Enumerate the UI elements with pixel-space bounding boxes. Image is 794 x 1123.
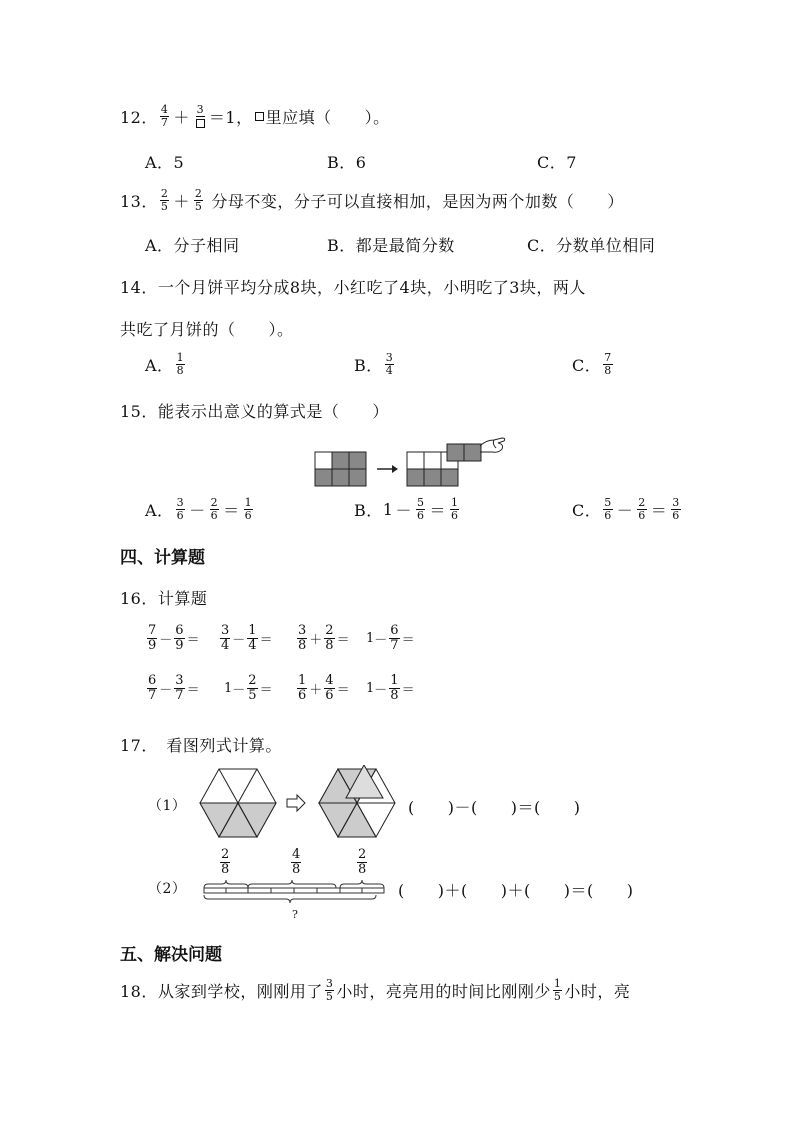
q16-title: 16．计算题 (120, 589, 208, 608)
section-5-heading: 五、解决问题 (120, 945, 222, 965)
q14-option-a[interactable]: A． 1 8 (145, 351, 185, 377)
q12-number: 12． (120, 108, 158, 127)
q12-option-b[interactable]: B．6 (327, 153, 367, 172)
q15-figure (310, 430, 510, 490)
q14-option-b[interactable]: B． 3 4 (354, 351, 394, 377)
segment-label-2: $\frac{4}{8}$ (292, 847, 301, 877)
q13-option-c[interactable]: C．分数单位相同 (527, 236, 656, 255)
brace-bottom (204, 895, 376, 903)
brace-top-1 (204, 880, 248, 888)
q12-option-c[interactable]: C．7 (537, 153, 577, 172)
q12-stem: 12． 4 7 ＋ 3 ＝1， 里应填（ ）。 (120, 103, 390, 129)
box-icon (196, 119, 205, 128)
q15-option-c[interactable]: C． 5 6 － 2 6 ＝ 3 6 (572, 496, 680, 522)
calc-item: 3 8 ＋ 2 8 ＝ (298, 623, 350, 653)
q17-part1-blanks[interactable]: ( )－( )＝( ) (408, 798, 581, 817)
q15-stem: 15．能表示出意义的算式是（ ） (120, 402, 389, 421)
box-icon (255, 112, 264, 121)
q17-number-line (200, 878, 390, 910)
q12-fraction-1: 4 7 (160, 103, 169, 129)
q14-line-1: 14．一个月饼平均分成8块，小红吃了4块，小明吃了3块，两人 (120, 278, 586, 297)
calc-item: 1 － 6 7 ＝ (366, 623, 415, 653)
arrow-right-icon (377, 465, 398, 473)
q15-option-a[interactable]: A． 3 6 － 2 6 ＝ 1 6 (145, 496, 253, 522)
brace-top-2 (248, 880, 336, 888)
q17-hexagon-figure (195, 765, 410, 845)
arrow-right-icon (287, 795, 305, 811)
hexagon-2 (319, 765, 395, 837)
question-mark: ? (292, 908, 298, 921)
section-4-heading: 四、计算题 (120, 548, 205, 568)
q13-option-b[interactable]: B．都是最简分数 (327, 236, 455, 255)
segment-label-1: $\frac{2}{8}$ (221, 847, 230, 877)
calc-item: 1 － 2 5 ＝ (224, 673, 273, 703)
q17-part2-blanks[interactable]: ( )＋( )＋( )＝( ) (398, 881, 634, 900)
calc-item: 1 6 ＋ 4 6 ＝ (298, 673, 350, 703)
calc-item: 6 7 － 3 7 ＝ (148, 673, 200, 703)
hexagon-1 (200, 769, 276, 837)
q12-fraction-2: 3 (194, 104, 207, 129)
calc-item: 7 9 － 6 9 ＝ (148, 623, 200, 653)
q14-option-c[interactable]: C． 7 8 (572, 351, 612, 377)
q14-line-2: 共吃了月饼的（ ）。 (120, 320, 294, 339)
segment-label-3: $\frac{2}{8}$ (358, 847, 367, 877)
q15-option-b[interactable]: B． 1 － 5 6 ＝ 1 6 (354, 496, 459, 522)
q13-stem: 13． 2 5 ＋ 2 5 分母不变，分子可以直接相加，是因为两个加数（ ） (120, 187, 624, 213)
calc-item: 3 4 － 1 4 ＝ (221, 623, 273, 653)
q13-option-a[interactable]: A．分子相同 (145, 236, 240, 255)
q17-part2-label: （2） (148, 881, 187, 897)
q17-title: 17． 看图列式计算。 (120, 736, 282, 755)
q18-stem: 18．从家到学校，刚刚用了 3 5 小时，亮亮用的时间比刚刚少 1 5 小时，亮 (120, 977, 631, 1003)
brace-top-3 (340, 880, 384, 888)
q12-option-a[interactable]: A．5 (145, 153, 185, 172)
hand-icon (480, 438, 505, 452)
q17-part1-label: （1） (148, 798, 187, 814)
calc-item: 1 － 1 8 ＝ (366, 673, 415, 703)
